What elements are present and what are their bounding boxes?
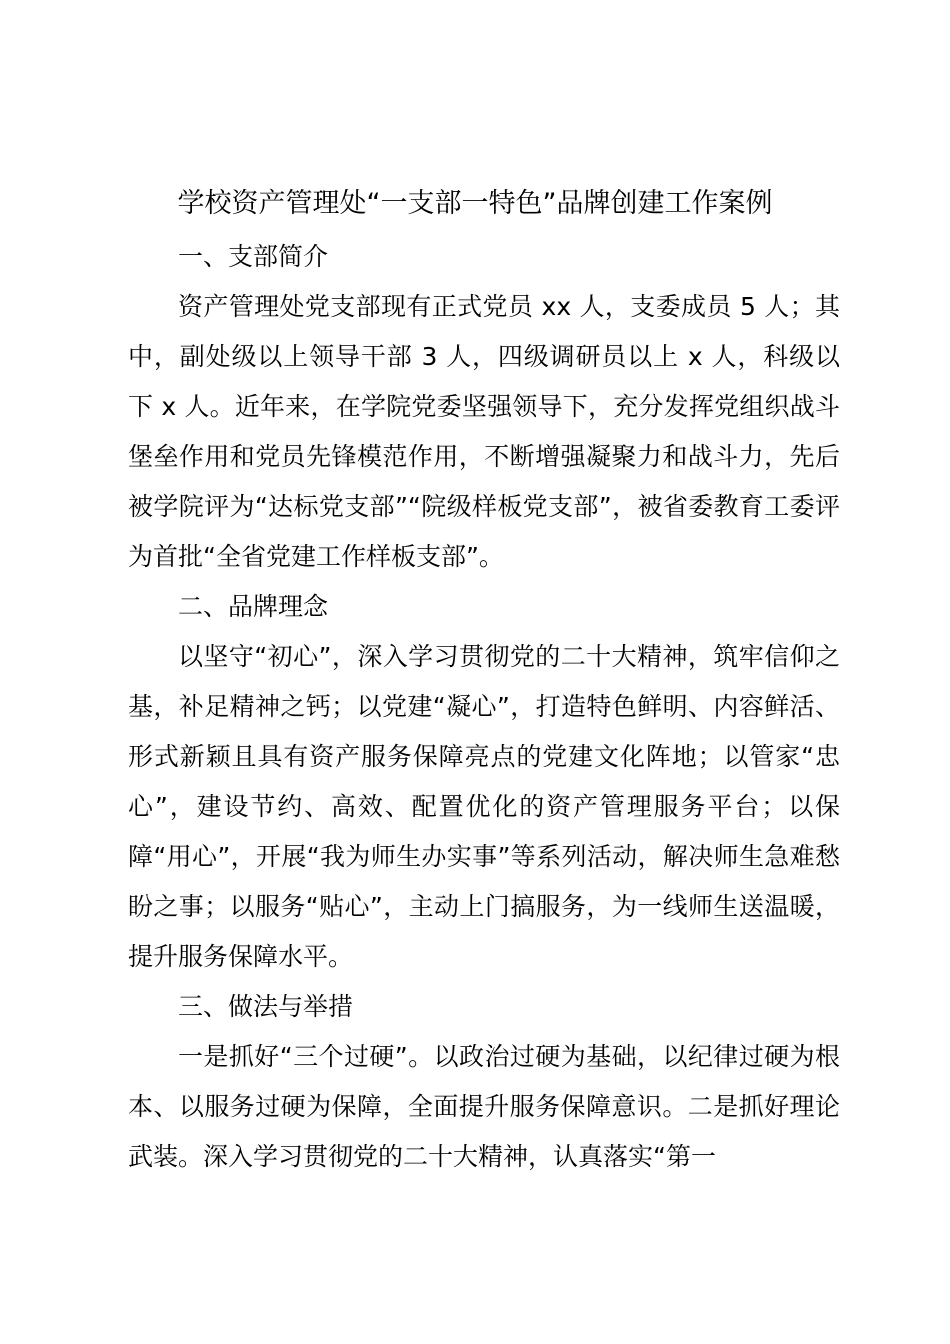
section-paragraph-3 (128, 1032, 840, 1182)
paragraph-text: 资产管理处党支部现有正式党员 xx 人，支委成员 5 人；其中，副处级以上领导干部 3 人，四级调研员以上 x 人，科级以下 x 人。近年来，在学院党委坚强领导下，充分发挥党组织战斗堡垒作用和党员先锋模范作用，不断增强凝聚力和战斗力，先后被学院评为“达标党支部”“院级样板党支部”，被省委教育工委评为首批“全省党建工作样板支部”。 (128, 292, 840, 571)
section-heading-3: 三、做法与举措 (178, 992, 354, 1021)
document-title: 学校资产管理处“一支部一特色”品牌创建工作案例 (177, 188, 773, 219)
paragraph-text: 一是抓好“三个过硬”。以政治过硬为基础，以纪律过硬为根本、以服务过硬为保障，全面提升服务保障意识。二是抓好理论武装。深入学习贯彻党的二十大精神，认真落实“第一 (128, 1042, 840, 1171)
section-heading-2: 二、品牌理念 (178, 592, 329, 621)
section-paragraph-2 (128, 632, 840, 982)
document-body (128, 232, 840, 1182)
paragraph-text: 以坚守“初心”，深入学习贯彻党的二十大精神，筑牢信仰之基，补足精神之钙；以党建“凝心”，打造特色鲜明、内容鲜活、形式新颖且具有资产服务保障亮点的党建文化阵地；以管家“忠心”，建设节约、高效、配置优化的资产管理服务平台；以保障“用心”，开展“我为师生办实事”等系列活动，解决师生急难愁盼之事；以服务“贴心”，主动上门搞服务，为一线师生送温暖，提升服务保障水平。 (128, 642, 840, 971)
section-heading-1: 一、支部简介 (178, 242, 329, 271)
section-paragraph-1 (128, 282, 840, 582)
